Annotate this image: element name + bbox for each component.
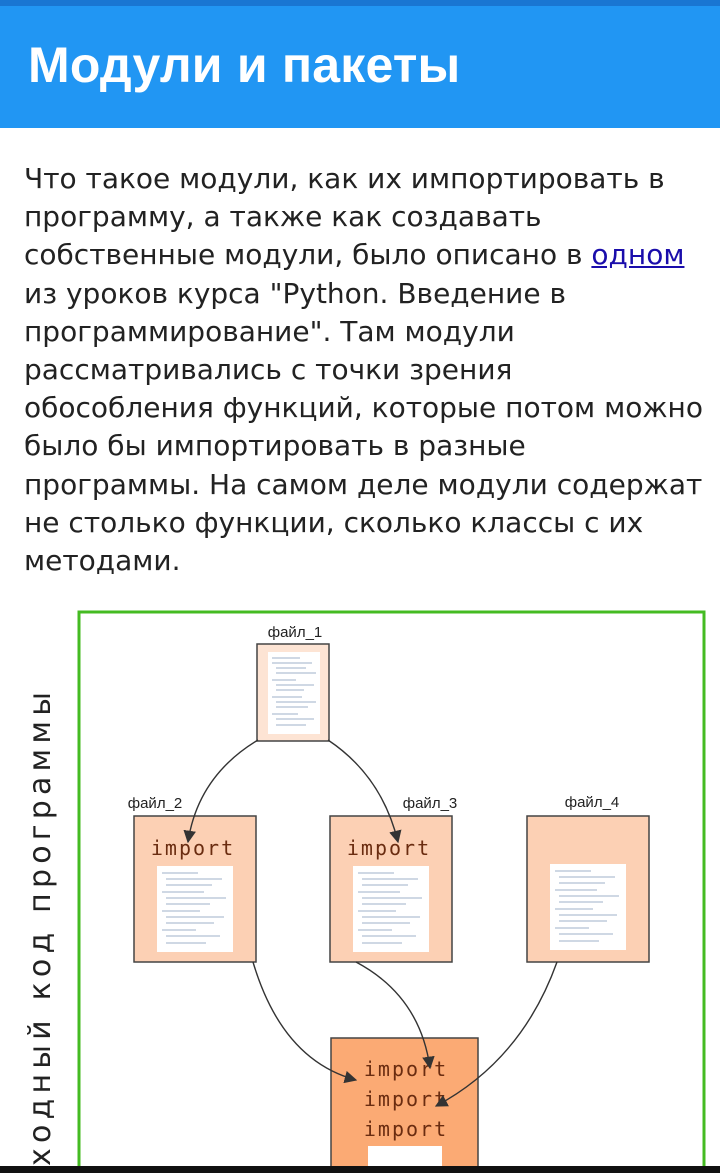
file-1-code [268, 652, 320, 734]
app-bar [0, 6, 720, 128]
file-label-4: файл_4 [564, 794, 620, 811]
article-paragraph [24, 160, 704, 580]
bottom-import-3: import [363, 1117, 449, 1141]
bottom-edge [0, 1166, 720, 1173]
article-text-start: Что такое модули, как их импортировать в программу, а также как создавать собственные модули, было описано в [24, 162, 665, 272]
bottom-file-code [368, 1146, 442, 1168]
modules-diagram [0, 598, 720, 1168]
file-3-import: import [346, 836, 432, 860]
side-label: ходный код программы [23, 686, 58, 1166]
odnom-link[interactable]: одном [591, 238, 685, 272]
file-2-import: import [150, 836, 236, 860]
article-text-end: из уроков курса "Python. Введение в программирование". Там модули рассматривались с точки зрения обособления функций, которые потом можно было бы импортировать в разные программы. На самом деле модули содержат не столько функции, сколько классы с их методами. [24, 276, 703, 578]
file-label-2: файл_2 [127, 795, 183, 812]
bottom-import-1: import [363, 1057, 449, 1081]
bottom-import-2: import [363, 1087, 449, 1111]
file-label-3: файл_3 [402, 795, 458, 812]
page-title: Модули и пакеты [28, 37, 461, 93]
file-label-1: файл_1 [267, 624, 323, 641]
